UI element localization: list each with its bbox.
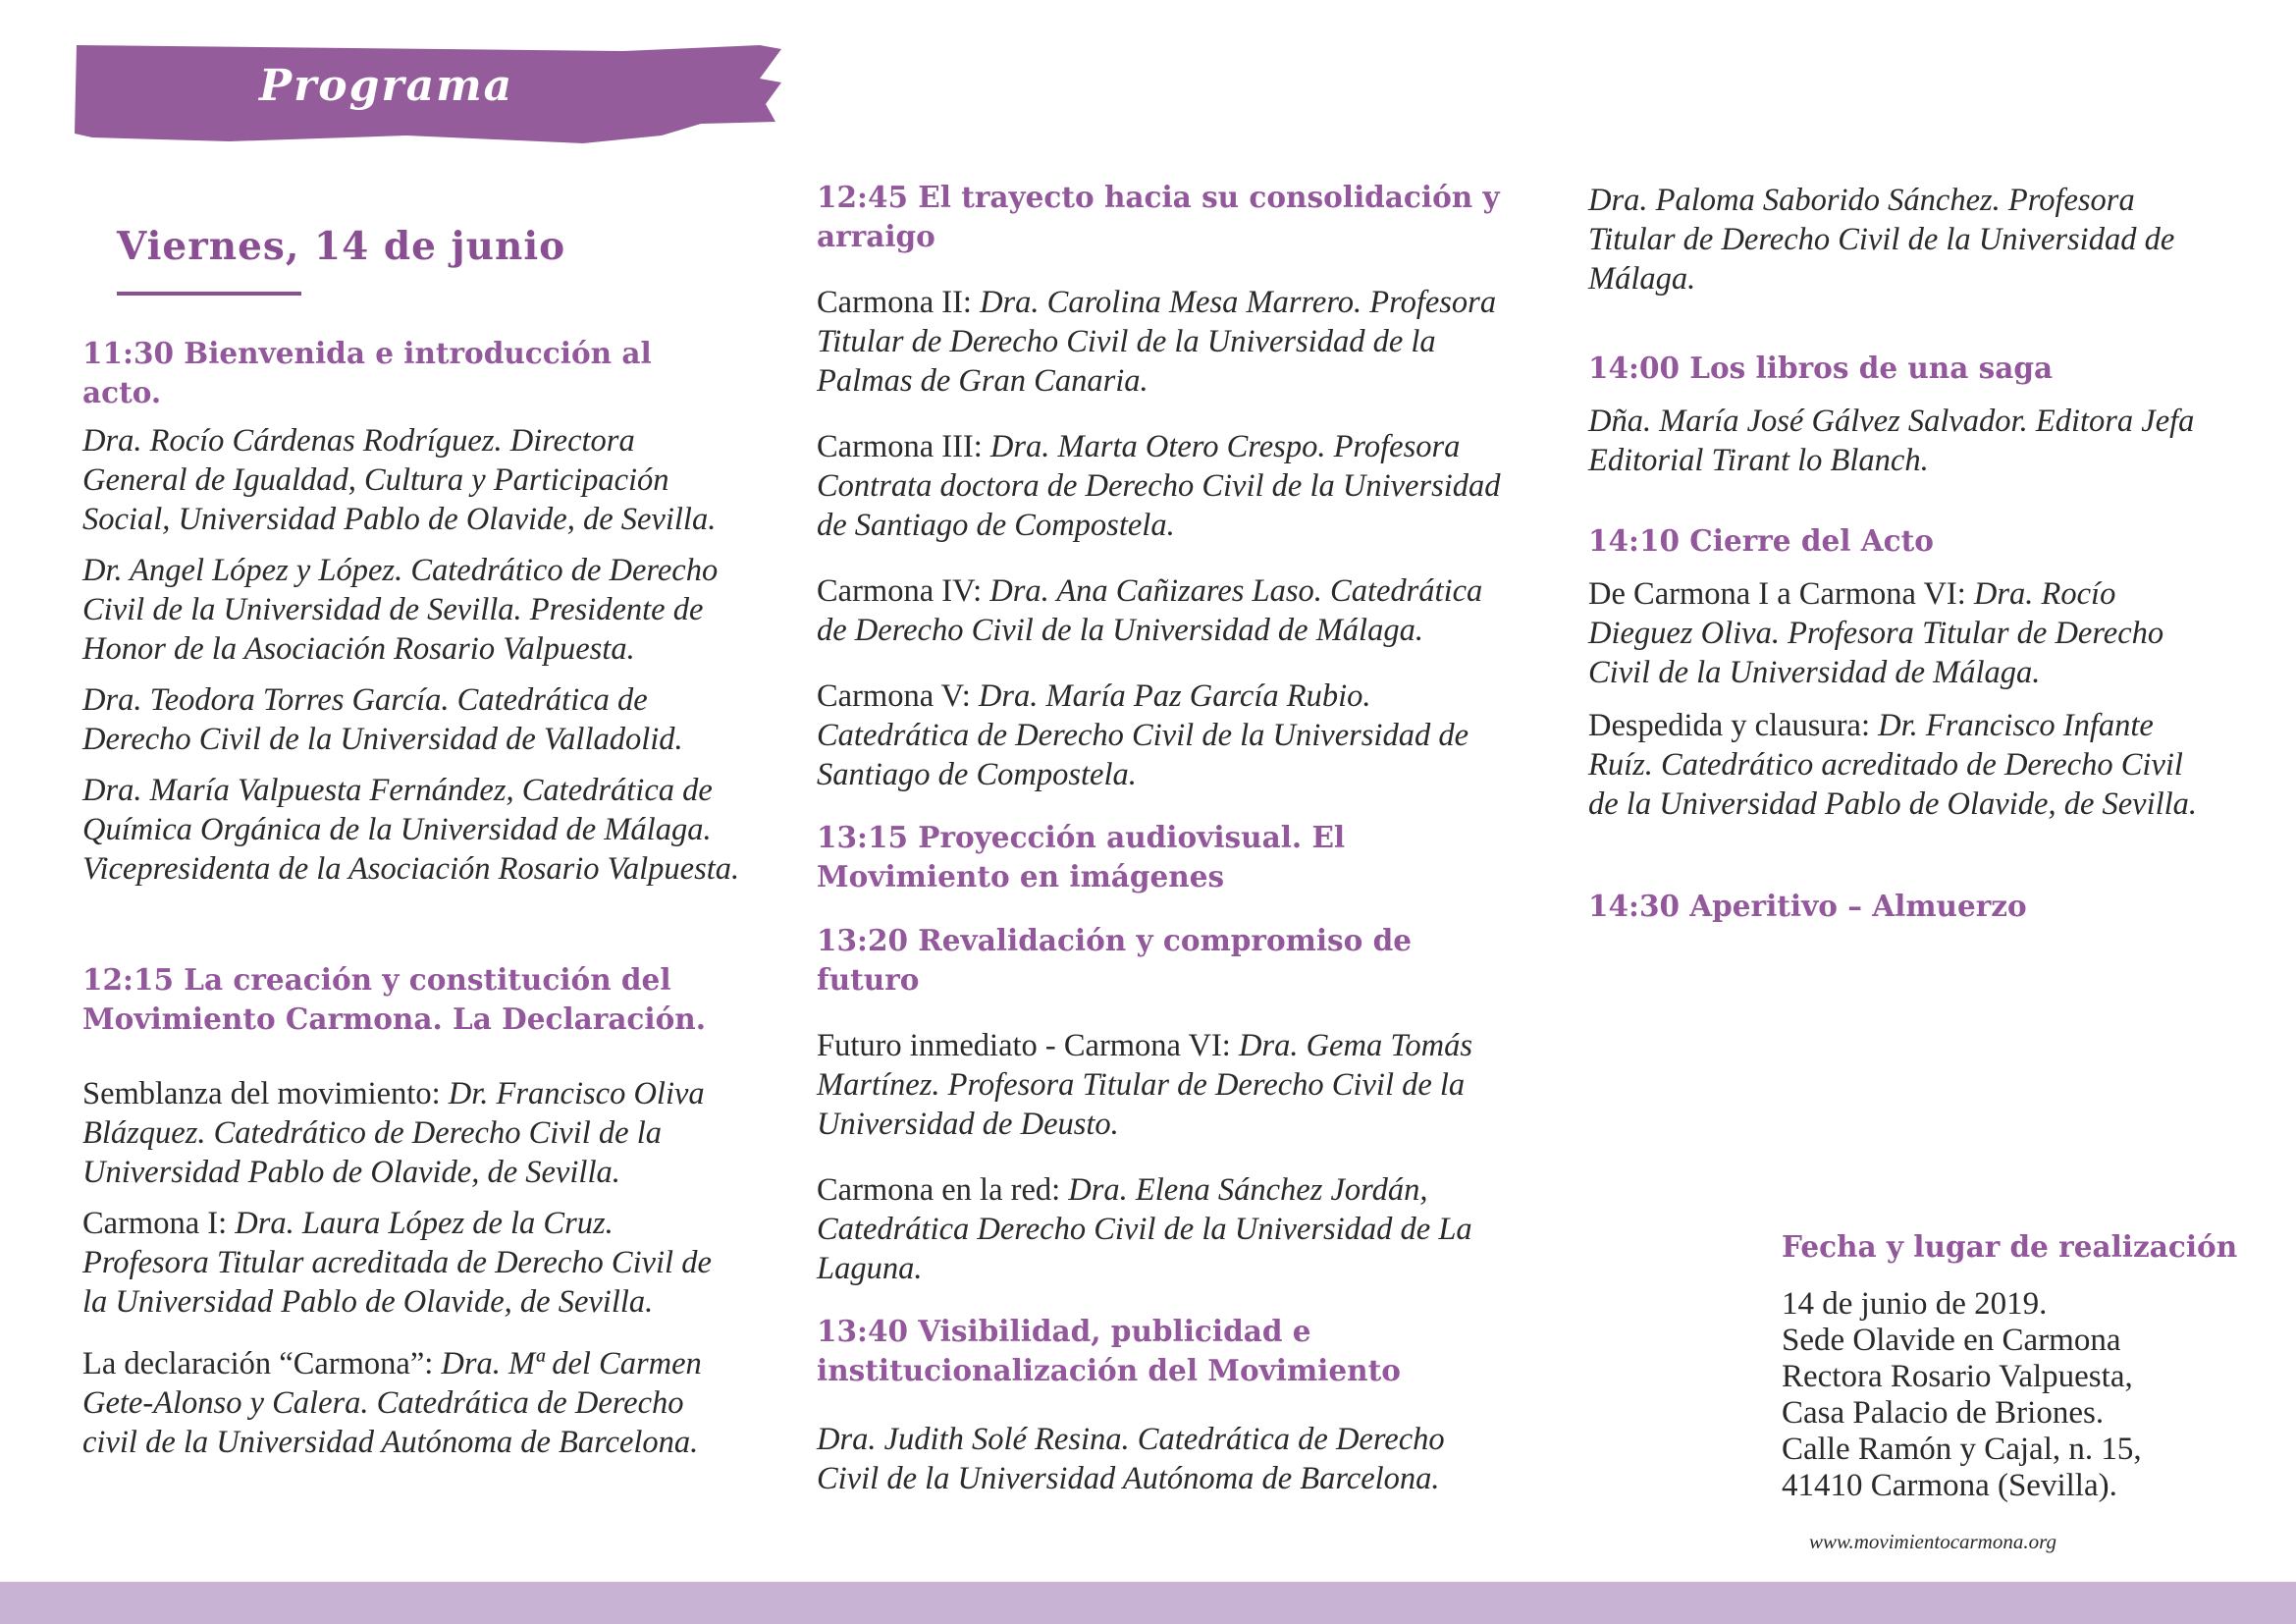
program-column-1 (82, 334, 740, 1462)
role-label: La declaración “Carmona”: (82, 1346, 442, 1381)
role-label: Semblanza del movimiento: (82, 1076, 449, 1111)
speaker-entry (817, 677, 1504, 794)
role-label: De Carmona I a Carmona VI: (1588, 576, 1974, 612)
session-heading: 13:20 Revalidación y compromiso de futuro (817, 923, 1413, 997)
speaker-entry (82, 1344, 740, 1462)
day-underline (117, 292, 301, 296)
speaker-entry (1588, 706, 2216, 824)
venue-line: Rectora Rosario Valpuesta, (1782, 1359, 2133, 1394)
session-heading: 14:10 Cierre del Acto (1588, 523, 1934, 558)
session-heading: 13:15 Proyección audiovisual. El Movimiento en imágenes (817, 820, 1346, 893)
speaker-entry: Dña. María José Gálvez Salvador. Editora Jefa Editorial Tirant lo Blanch. (1588, 404, 2195, 478)
speaker-detail: Dr. Francisco Infante Ruíz. Catedrático acreditado de Derecho Civil de la Universidad Pablo de Olavide, de Sevilla. (1588, 708, 2198, 822)
venue-line: Sede Olavide en Carmona (1782, 1323, 2121, 1358)
session-heading: 12:15 La creación y constitución del Movimiento Carmona. La Declaración. (82, 962, 706, 1036)
speaker-entry (817, 1026, 1504, 1144)
venue-line: Casa Palacio de Briones. (1782, 1395, 2105, 1431)
venue-title: Fecha y lugar de realización (1782, 1229, 2238, 1264)
speaker-detail: Dra. Gema Tomás Martínez. Profesora Titular de Derecho Civil de la Universidad de Deusto. (817, 1028, 1473, 1142)
website-url: www.movimientocarmona.org (1809, 1530, 2056, 1553)
speaker-entry (82, 1074, 740, 1192)
header-banner (73, 45, 781, 143)
venue-line: 41410 Carmona (Sevilla). (1782, 1468, 2117, 1503)
day-title: Viernes, 14 de junio (117, 224, 566, 269)
session-heading: 14:30 Aperitivo – Almuerzo (1588, 889, 2027, 923)
speaker-entry: Dra. Rocío Cárdenas Rodríguez. Directora General de Igualdad, Cultura y Participación Social, Universidad Pablo de Olavide, de Sevilla. (82, 423, 717, 537)
footer-bar (0, 1582, 2296, 1624)
role-label: Carmona II: (817, 285, 981, 320)
speaker-detail: Dra. Ana Cañizares Laso. Catedrática de Derecho Civil de la Universidad de Málaga. (817, 573, 1483, 648)
speaker-entry: Dra. Teodora Torres García. Catedrática de Derecho Civil de la Universidad de Valladolid. (82, 682, 683, 757)
role-label: Carmona III: (817, 429, 990, 464)
speaker-detail: Dra. Marta Otero Crespo. Profesora Contrata doctora de Derecho Civil de la Universidad de Santiago de Compostela. (817, 429, 1501, 543)
speaker-detail: Dra. Laura López de la Cruz. Profesora Titular acreditada de Derecho Civil de la Universidad Pablo de Olavide, de Sevilla. (82, 1206, 712, 1320)
speaker-entry: Dra. Paloma Saborido Sánchez. Profesora Titular de Derecho Civil de la Universidad de Málaga. (1588, 183, 2175, 297)
venue-line: Calle Ramón y Cajal, n. 15, (1782, 1432, 2142, 1467)
speaker-entry: Dra. Judith Solé Resina. Catedrática de Derecho Civil de la Universidad Autónoma de Barcelona. (817, 1422, 1445, 1496)
speaker-detail: Dra. Carolina Mesa Marrero. Profesora Titular de Derecho Civil de la Universidad de la Palmas de Gran Canaria. (817, 285, 1497, 399)
speaker-entry: Dra. María Valpuesta Fernández, Catedrática de Química Orgánica de la Universidad de Málaga. Vicepresidenta de la Asociación Rosario Valpuesta. (82, 773, 740, 887)
speaker-detail: Dra. Elena Sánchez Jordán, Catedrática Derecho Civil de la Universidad de La Laguna. (817, 1172, 1472, 1286)
page-title: Programa (259, 61, 514, 111)
program-column-3 (1588, 181, 2216, 926)
session-heading: 14:00 Los libros de una saga (1588, 351, 2054, 385)
speaker-entry (817, 1170, 1504, 1288)
speaker-entry (817, 571, 1504, 650)
speaker-entry (82, 1204, 740, 1322)
venue-line: 14 de junio de 2019. (1782, 1286, 2048, 1322)
venue-details (1782, 1286, 2142, 1504)
program-column-2 (817, 178, 1504, 1498)
speaker-entry: Dr. Angel López y López. Catedrático de Derecho Civil de la Universidad de Sevilla. Presidente de Honor de la Asociación Rosario Valpuesta. (82, 553, 719, 667)
speaker-detail: Dra. Rocío Dieguez Oliva. Profesora Titular de Derecho Civil de la Universidad de Málaga. (1588, 576, 2164, 690)
speaker-entry (817, 283, 1504, 401)
speaker-detail: Dra. Mª del Carmen Gete-Alonso y Calera. Catedrática de Derecho civil de la Universidad Autónoma de Barcelona. (82, 1346, 702, 1460)
role-label: Carmona V: (817, 678, 979, 714)
role-label: Carmona en la red: (817, 1172, 1069, 1208)
role-label: Carmona IV: (817, 573, 990, 609)
role-label: Despedida y clausura: (1588, 708, 1879, 743)
speaker-detail: Dra. María Paz García Rubio. Catedrática de Derecho Civil de la Universidad de Santiago de Compostela. (817, 678, 1468, 792)
speaker-detail: Dr. Francisco Oliva Blázquez. Catedrático de Derecho Civil de la Universidad Pablo de Olavide, de Sevilla. (82, 1076, 705, 1190)
session-heading: 13:40 Visibilidad, publicidad e institucionalización del Movimiento (817, 1314, 1401, 1387)
session-heading: 11:30 Bienvenida e introducción al acto. (82, 336, 652, 409)
session-heading: 12:45 El trayecto hacia su consolidación y arraigo (817, 180, 1500, 253)
speaker-entry (1588, 574, 2216, 692)
role-label: Carmona I: (82, 1206, 236, 1241)
role-label: Futuro inmediato - Carmona VI: (817, 1028, 1239, 1063)
speaker-entry (817, 427, 1504, 545)
